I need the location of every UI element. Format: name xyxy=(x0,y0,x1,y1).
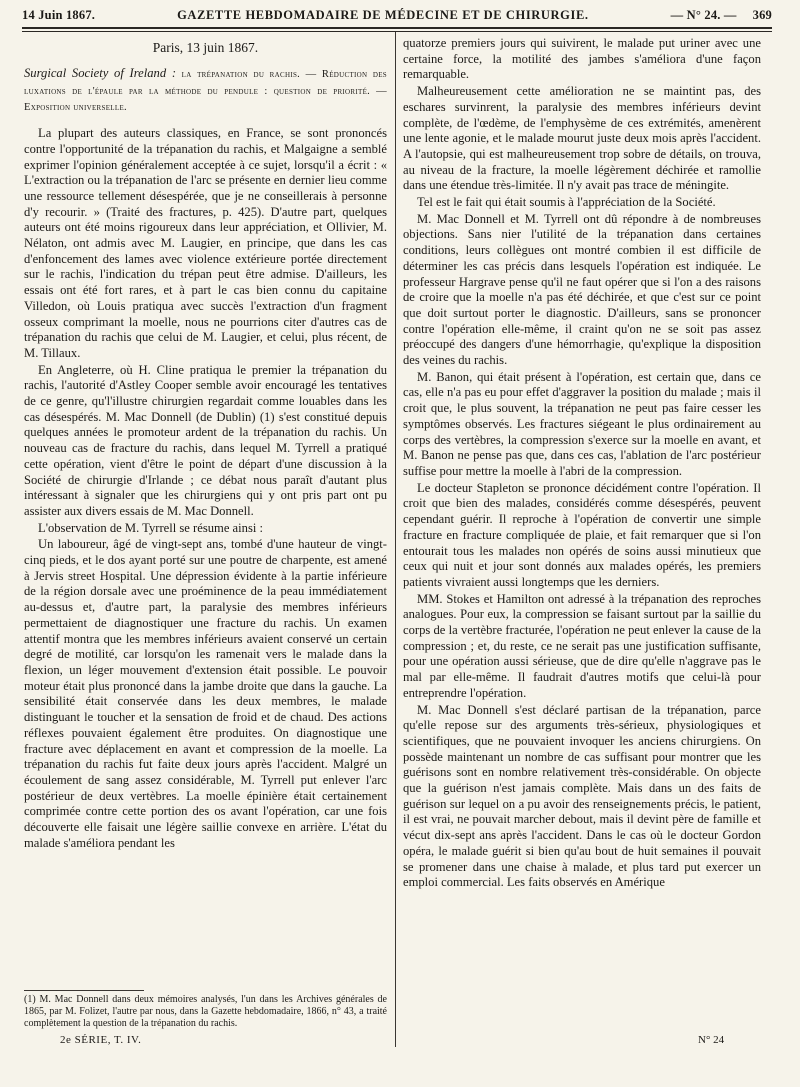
footnote: (1) M. Mac Donnell dans deux mémoires analysés, l'un dans les Archives générales de 1865, par M. Folizet, l'autre par nous, dans la Gazette hebdomadaire, 1866, n° 43, a traité complètement la question de la trépanation du rachis. xyxy=(24,994,387,1030)
column-divider xyxy=(395,32,396,1047)
article-summary xyxy=(24,66,387,116)
header-rule xyxy=(22,27,772,32)
right-column xyxy=(403,36,761,892)
dateline: Paris, 13 juin 1867. xyxy=(152,40,259,55)
header-date: 14 Juin 1867. xyxy=(22,7,96,22)
paragraph: Le docteur Stapleton se prononce décidément contre l'opération. Il croit que bien des malades, considérés comme désespérés, peuvent cependant guérir. Il reproche à l'opération de convertir une simple fracture en fracture compliquée de plaie, et fait remarquer que si l'on entourait tous les malades non opérés de soins aussi minutieux que ceux qui nuit et jour sont donnés aux malades opérés, les premiers patients vivraient aussi longtemps que les derniers. xyxy=(403,480,761,589)
left-column xyxy=(24,36,387,852)
paragraph: Tel est le fait qui était soumis à l'appréciation de la Société. xyxy=(417,195,716,210)
header-page-number: 369 xyxy=(752,7,772,22)
summary-topics: la trépanation du rachis. — Réduction des luxations de l'épaule par la méthode du pendule : question de priorité. — Exposition universelle. xyxy=(24,68,387,114)
header-issue-number: — N° 24. — xyxy=(670,7,737,22)
summary-society: Surgical Society of Ireland : xyxy=(24,65,177,80)
paragraph: M. Banon, qui était présent à l'opération, est certain que, dans ce cas, elle n'a pas eu pour effet d'aggraver la position du malade ; mais il croit que, le plus souvent, la trépanation ne peut pas faire cesser les symptômes observés. Les fractures siégeant le plus ordinairement au corps des vertèbres, la compression s'exerce sur la moelle en avant, et M. Banon ne pense pas que, dans ces cas, l'ablation de l'arc postérieur suffise pour mettre la moelle à l'abri de la compression. xyxy=(403,369,761,478)
series-signature: 2e SÉRIE, T. IV. xyxy=(60,1034,142,1046)
paragraph: MM. Stokes et Hamilton ont adressé à la trépanation des reproches analogues. Pour eux, la compression se faisant surtout par la saillie du corps de la vertèbre fracturée, l'opération ne peut enlever la cause de la compression ; et, du reste, ce ne serait pas une justification suffisante, pour une opération aussi sérieuse, que de dire qu'elle n'aggrave pas le mal par elle-même. Il faudrait d'autres motifs que celui-là pour entreprendre l'opération. xyxy=(403,591,761,700)
paragraph: Malheureusement cette amélioration ne se maintint pas, des eschares survinrent, la paralysie des membres inférieurs devint complète, de l'œdème, de l'emphysème de ces extrémités, amenèrent une lente agonie, et le malade mourut juste deux mois après l'accident. A l'autopsie, qui est malheureusement trop sobre de détails, on trouva, au niveau de la fracture, la moelle légèrement déchirée et ramollie dans une étendue très-limitée. Il n'y avait pas trace de méningite. xyxy=(403,84,761,193)
page-header xyxy=(22,4,772,26)
paragraph: L'observation de M. Tyrrell se résume ainsi : xyxy=(38,520,263,535)
paragraph: Un laboureur, âgé de vingt-sept ans, tombé d'une hauteur de vingt-cinq pieds, et le dos ayant porté sur une poutre de charpente, est amené à Jervis street Hospital. Une dépression évidente à la partie inférieure de la région dorsale avec une proéminence de la peau immédiatement au-dessus et, d'autre part, la paralysie des membres inférieurs permettaient de diagnostiquer une fracture du rachis. Un examen attentif montra que les membres inférieurs avaient conservé un certain degré de motilité, car lorsqu'on les ramenait vers le malade dans la flexion, un léger mouvement d'extension était possible. Le pouvoir moteur était plus prononcé dans la jambe droite que dans la gauche. La sensibilité était conservée dans les deux membres, le malade distinguant le toucher et la sensation de froid et de chaud. Des actions réflexes pouvaient également être produites. On diagnostique une fracture avec déplacement en avant et compression de la moelle. La trépanation du rachis fut faite deux jours après l'accident. Malgré un écoulement de sang assez considérable, M. Tyrrell put enlever l'arc postérieur de deux vertèbres. La moelle épinière était certainement comprimée contre cette portion des os avant l'opération, car une fois découverte elle faisait une légère saillie convexe en arrière. L'état du malade s'améliora pendant les xyxy=(24,537,387,850)
sheet-signature: N° 24 xyxy=(698,1034,725,1046)
paragraph: En Angleterre, où H. Cline pratiqua le premier la trépanation du rachis, l'autorité d'Astley Cooper semble avoir encouragé les tentatives de ce genre, qu'l'illustre chirurgien regardait comme louables dans les cas désespérés. M. Mac Donnell (de Dublin) (1) s'est constitué depuis quelques années le promoteur ardent de la trépanation du rachis. Un nouveau cas de fracture du rachis, dans lequel M. Tyrrell a pratiqué cette opération, vient d'être le point de départ d'une discussion à la Société de chirurgie d'Irlande ; ce débat nous paraît d'autant plus intéressant à signaler que les chirurgiens qui y ont pris part ont pu assister aux divers essais de M. Mac Donnell. xyxy=(24,362,387,518)
paragraph: M. Mac Donnell et M. Tyrrell ont dû répondre à de nombreuses objections. Sans nier l'utilité de la trépanation dans certaines conditions, leurs collègues ont montré combien il est difficile de déterminer les cas précis dans lesquels l'opération est indiquée. Le professeur Hargrave pense qu'il ne faut opérer que si l'on a des raisons de croire que la moelle n'a pas été déchirée, et que c'est sur ce point que doit surtout porter le diagnostic. D'ailleurs, sans se prononcer contre l'opération elle-même, il craint qu'on ne se soit pas assez préoccupé des dangers d'une hémorrhagie, qu'explique la disposition des veines du rachis. xyxy=(403,211,761,368)
paragraph: La plupart des auteurs classiques, en France, se sont prononcés contre l'opportunité de la trépanation du rachis, et Malgaigne a semblé exprimer l'opinion généralement acceptée à ce sujet, lorsqu'il a écrit : « L'extraction ou la trépanation de l'arc se présente en dernier lieu comme une ressource tellement désespérée, que je ne conseillerais à personne d'y recourir. » (Traité des fractures, p. 425). D'autre part, quelques auteurs ont été moins rigoureux dans leur appréciation, et Ollivier, M. Nélaton, ont admis avec M. Laugier, en principe, que dans les cas d'enfoncement des lames avec violence extérieure portée directement sur le rachis, l'indication du trépan peut être admise. D'ailleurs, les essais ont été fort rares, et à part le cas bien connu du capitaine Villedon, où Louis pratiqua avec succès l'extraction d'un fragment osseux comprimant la moelle, nous ne pourrions citer d'autres cas de trépanation du rachis que celui de M. Laugier, et celui, plus récent, de M. Tillaux. xyxy=(24,126,387,360)
paragraph: quatorze premiers jours qui suivirent, le malade put uriner avec une certaine force, la motilité des jambes s'améliora d'une façon remarquable. xyxy=(403,36,761,82)
header-title: GAZETTE HEBDOMADAIRE DE MÉDECINE ET DE CHIRURGIE. xyxy=(177,7,589,22)
footnote-rule xyxy=(24,990,144,991)
paragraph: M. Mac Donnell s'est déclaré partisan de la trépanation, parce qu'elle repose sur des arguments très-sérieux, physiologiques et scientifiques, que ne pouvaient invoquer les anciens chirurgiens. On possède maintenant un nombre de cas suffisant pour montrer que les guérisons sont en nombre relativement très-considérable. On objecte que la guérison n'est jamais complète. Mais dans un des faits de guérison sur lequel on a pu avoir des renseignements précis, le patient, il est vrai, ne pouvait marcher debout, mais il devint père de famille et vécut dix-sept ans après l'accident. Dans le cas où le docteur Gordon opéra, le malade guérit si bien qu'au bout de huit semaines il pouvait se promener dans une chaise à malade, et plus tard put exercer un emploi commercial. Les faits observés en Amérique xyxy=(403,702,761,890)
